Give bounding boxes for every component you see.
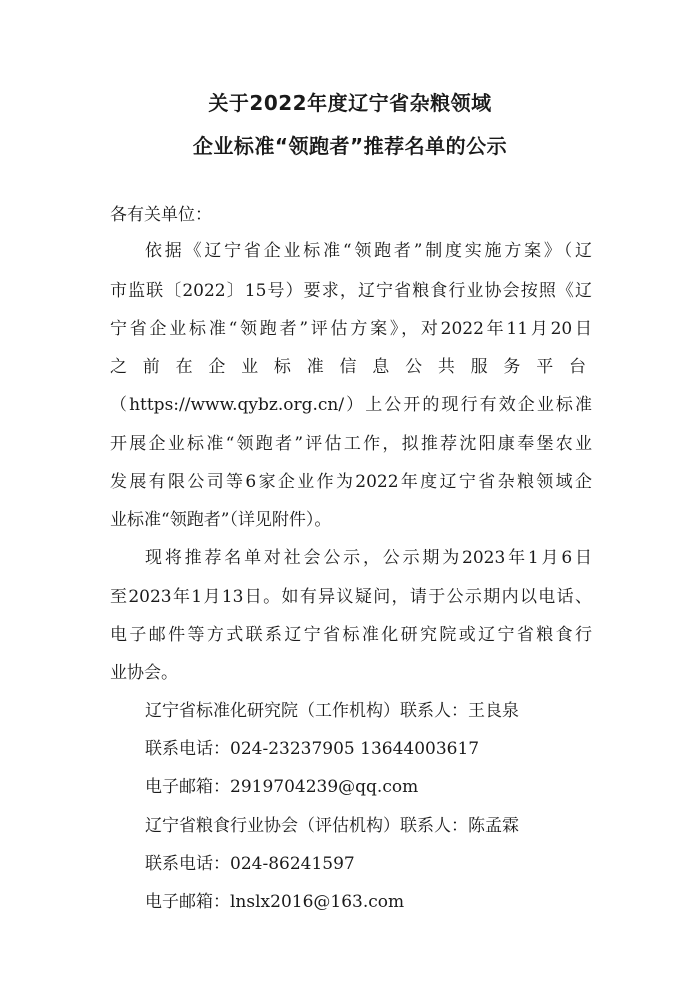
paragraph-1-line: 开展企业标准“领跑者”评估工作，拟推荐沈阳康奉堡农业 xyxy=(110,434,592,454)
contact-email-line: 电子邮箱：2919704239@qq.com xyxy=(145,777,419,797)
contact-line: 辽宁省标准化研究院（工作机构）联系人：王良泉 xyxy=(145,701,519,721)
paragraph-1-line: 市监联〔2022〕15号）要求，辽宁省粮食行业协会按照《辽 xyxy=(110,281,592,301)
paragraph-1-line: 依据《辽宁省企业标准“领跑者”制度实施方案》（辽 xyxy=(145,241,592,261)
document-title-line-2: 企业标准“领跑者”推荐名单的公示 xyxy=(192,134,508,158)
paragraph-1-line: 之前在企业标准信息公共服务平台 xyxy=(110,357,592,377)
paragraph-2-line: 业协会。 xyxy=(110,663,178,683)
paragraph-1-line: 宁省企业标准“领跑者”评估方案》，对2022年11月20日 xyxy=(110,319,592,339)
paragraph-2-line: 至2023年1月13日。如有异议疑问，请于公示期内以电话、 xyxy=(110,587,592,607)
document-title-line-1: 关于2022年度辽宁省杂粮领域 xyxy=(208,91,492,115)
contact-email-line: 电子邮箱：lnslx2016@163.com xyxy=(145,892,405,912)
paragraph-1-line: （https://www.qybz.org.cn/）上公开的现行有效企业标准 xyxy=(110,395,592,415)
salutation: 各有关单位： xyxy=(110,205,212,225)
paragraph-1-line: 发展有限公司等6家企业作为2022年度辽宁省杂粮领域企 xyxy=(110,472,592,492)
contact-phone-line: 联系电话：024-86241597 xyxy=(145,854,355,874)
paragraph-1-line: 业标准“领跑者”（详见附件）。 xyxy=(110,510,332,530)
contact-phone-line: 联系电话：024-23237905 13644003617 xyxy=(145,739,480,759)
paragraph-2-line: 电子邮件等方式联系辽宁省标准化研究院或辽宁省粮食行 xyxy=(110,625,592,645)
contact-line: 辽宁省粮食行业协会（评估机构）联系人：陈孟霖 xyxy=(145,816,519,836)
paragraph-2-line: 现将推荐名单对社会公示，公示期为2023年1月6日 xyxy=(145,548,592,568)
